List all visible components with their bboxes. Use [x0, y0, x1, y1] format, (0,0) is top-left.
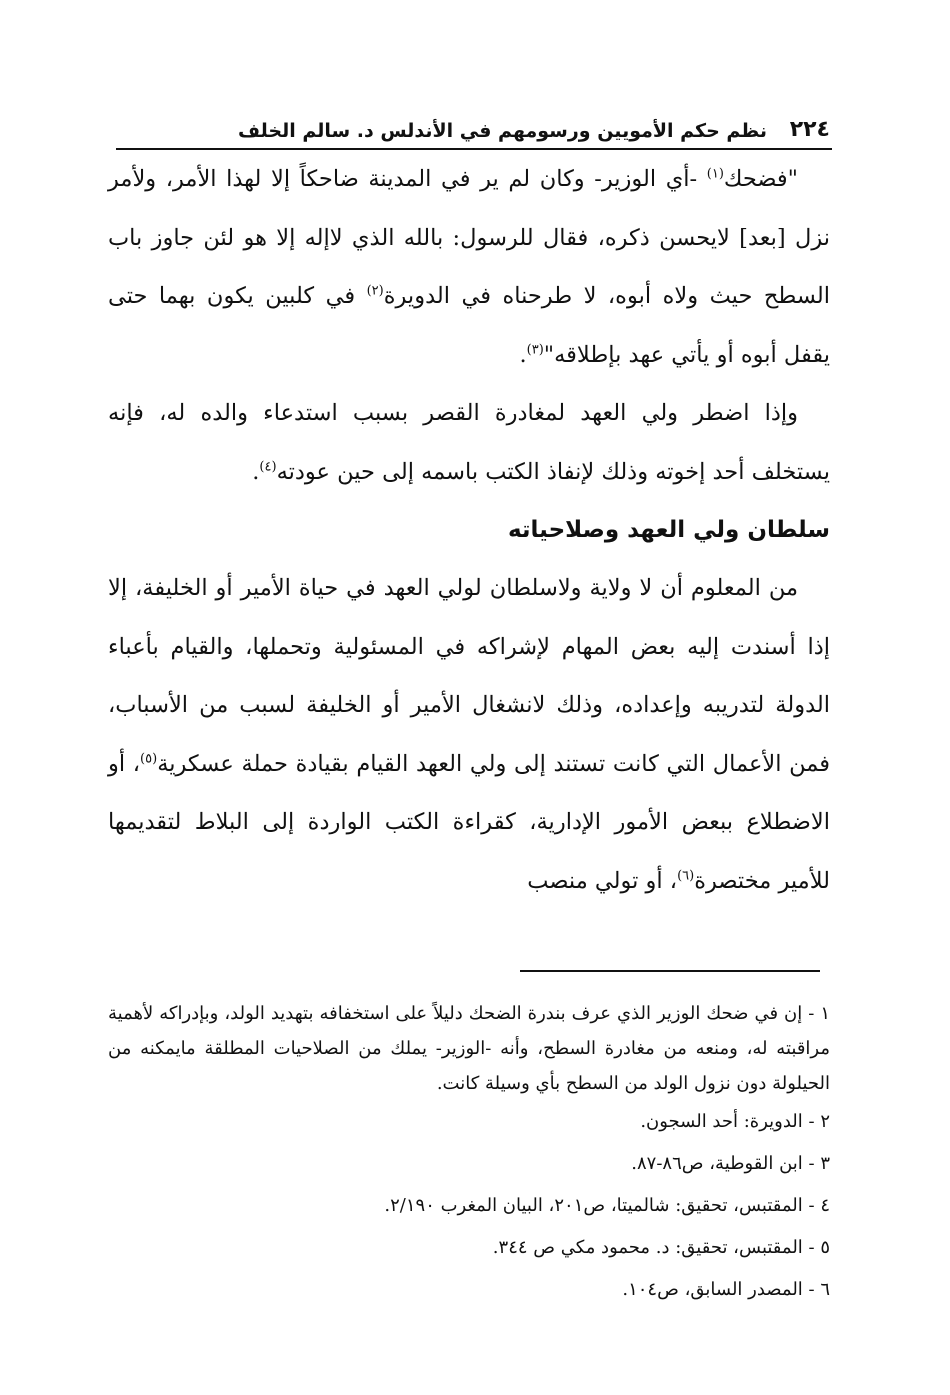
footnote-ref-3: (٣): [526, 342, 544, 357]
paragraph-1-text-c: في كلبين يكون بهما حتى يقفل أبوه أو يأتي عهد بإطلاقه": [108, 283, 830, 368]
footnote-5: ٥ - المقتبس، تحقيق: د. محمود مكي ص ٣٤٤.: [492, 1237, 830, 1258]
footnote-ref-6: (٦): [677, 868, 695, 883]
footnote-ref-5: (٥): [140, 751, 158, 766]
footnote-ref-1: (١): [706, 166, 724, 182]
section-heading: سلطان ولي العهد وصلاحياته: [507, 517, 830, 543]
body-text: [108, 150, 830, 910]
footnote-separator: [520, 970, 820, 972]
paragraph-1-text-a: "فضحك: [723, 166, 798, 192]
paragraph-3-text-c: ، أو تولي منصب: [527, 867, 678, 894]
paragraph-1-text-d: .: [519, 341, 527, 368]
paragraph-2: [108, 384, 830, 501]
running-header: [118, 112, 830, 142]
running-title: نظم حكم الأمويين ورسومهم في الأندلس د. سالم الخلف: [238, 120, 767, 142]
footnote-2: ٢ - الدويرة: أحد السجون.: [640, 1111, 830, 1132]
footnote-1: ١ - إن في ضحك الوزير الذي عرف بندرة الضحك دليلاً على استخفافه بتهديد الولد، وبإدراكه لأهمية مراقبته له، ومنعه من مغادرة السطح، وأنه -الوزير- يملك من الصلاحيات المطلقة مايمكنه من الحيلولة دون نزول الولد من السطح بأي وسيلة كانت.: [108, 1003, 830, 1094]
page-number: ٢٢٤: [789, 117, 830, 142]
paragraph-3-text-a: من المعلوم أن لا ولاية ولاسلطان لولي العهد في حياة الأمير أو الخليفة، إلا إذا أسندت إليه بعض المهام لإشراكه في المسئولية وتحملها، والقيام بأعباء الدولة لتدريبه وإعداده، وذلك لانشغال الأمير أو الخليفة لسبب من الأسباب، فمن الأعمال التي كانت تستند إلى ولي العهد القيام بقيادة حملة عسكرية: [108, 575, 831, 777]
footnote-ref-2: (٢): [366, 283, 384, 299]
paragraph-1-text-b: -أي الوزير- وكان لم ير في المدينة ضاحكاً إلا لهذا الأمر، ولأمر نزل [بعد] لايحسن ذكره، فقال للرسول: بالله الذي لاإله إلا هو لئن جاوز باب السطح حيث ولاه أبوه، لا طرحناه في الدويرة: [108, 166, 831, 309]
paragraph-1: [108, 150, 830, 384]
paragraph-3-text-b: ، أو الاضطلاع ببعض الأمور الإدارية، كقراءة الكتب الواردة إلى البلاط لتقديمها للأمير مختصرة: [108, 750, 830, 894]
paragraph-3: [108, 559, 830, 910]
paragraph-2-text-a: وإذا اضطر ولي العهد لمغادرة القصر بسبب استدعاء والده له، فإنه يستخلف أحد إخوته وذلك لإنفاذ الكتب باسمه إلى حين عودته: [108, 400, 830, 485]
footnote-3: ٣ - ابن القوطية، ص٨٦-٨٧.: [631, 1153, 830, 1174]
footnote-6: ٦ - المصدر السابق، ص١٠٤.: [622, 1279, 830, 1300]
footnotes: [108, 996, 830, 1311]
paragraph-2-text-b: .: [252, 458, 260, 485]
footnote-ref-4: (٤): [259, 459, 277, 474]
footnote-4: ٤ - المقتبس، تحقيق: شالميتا، ص٢٠١، البيان المغرب ٢/١٩٠.: [384, 1195, 830, 1216]
